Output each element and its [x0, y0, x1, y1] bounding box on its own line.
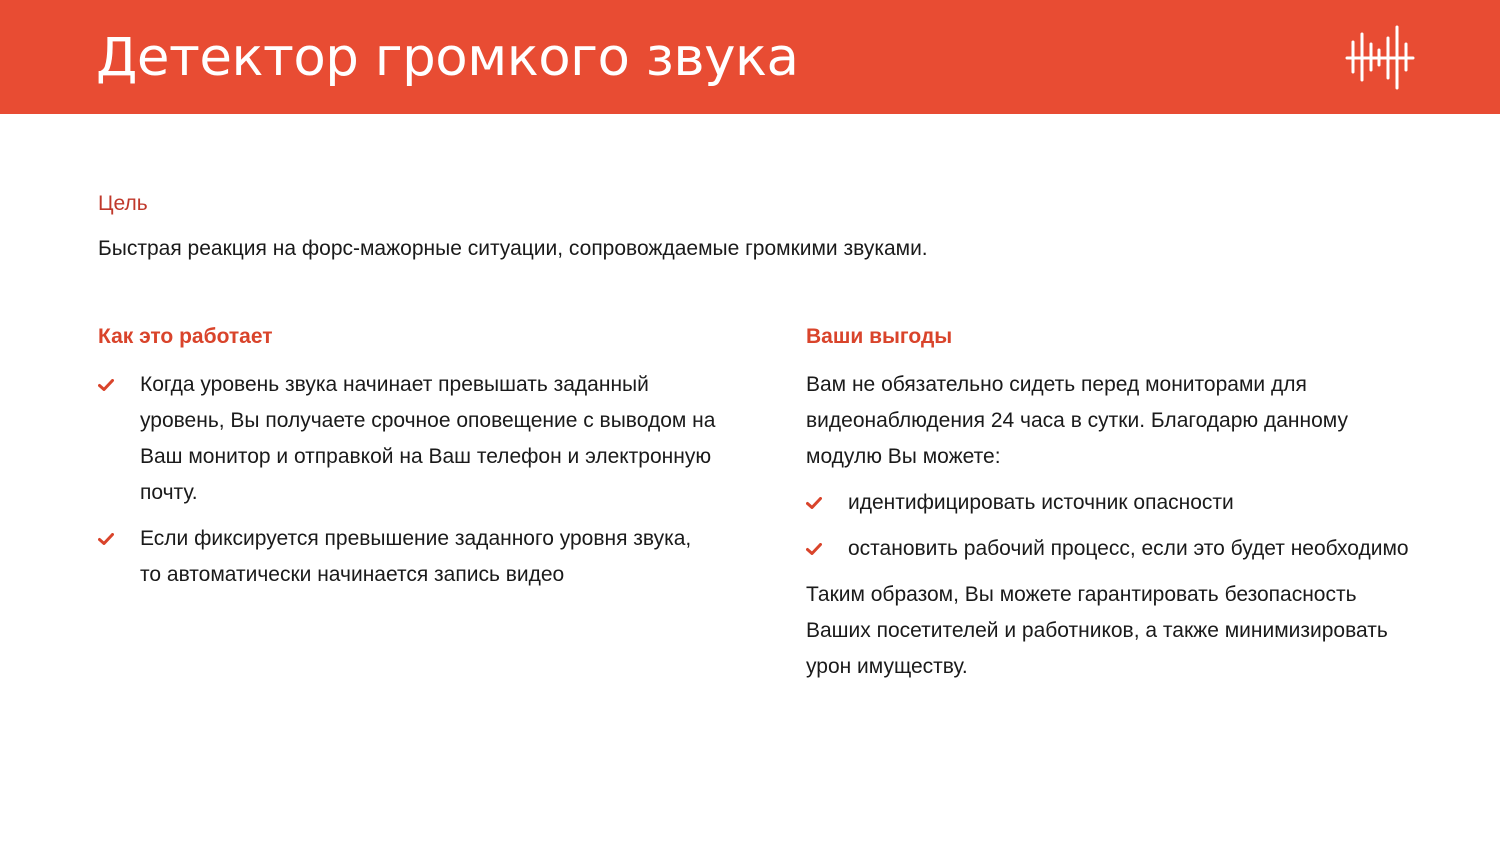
- list-item-text: Когда уровень звука начинает превышать заданный уровень, Вы получаете срочное оповещение с выводом на Ваш монитор и отправкой на Ваш телефон и электронную почту.: [140, 373, 716, 504]
- benefits-heading: Ваши выгоды: [806, 325, 953, 348]
- list-item-text: остановить рабочий процесс, если это будет необходимо: [848, 537, 1409, 560]
- list-item-text: идентифицировать источник опасности: [848, 491, 1234, 514]
- list-item: [98, 367, 718, 511]
- benefits-conclusion: Таким образом, Вы можете гарантировать безопасность Ваших посетителей и работников, а также минимизировать урон имуществу.: [806, 583, 1388, 678]
- title-bar: [0, 0, 1500, 114]
- benefits-list: [806, 485, 1426, 567]
- how-it-works-section: [98, 322, 718, 603]
- list-item: [98, 521, 718, 593]
- sound-wave-logo-icon: [1340, 20, 1420, 95]
- benefits-section: [806, 322, 1426, 695]
- how-it-works-heading: Как это работает: [98, 325, 273, 348]
- list-item: [806, 531, 1426, 567]
- checkmark-icon: [98, 379, 114, 391]
- how-it-works-list: [98, 367, 718, 593]
- checkmark-icon: [806, 497, 822, 509]
- list-item: [806, 485, 1426, 521]
- list-item-text: Если фиксируется превышение заданного уровня звука, то автоматически начинается запись видео: [140, 527, 692, 586]
- benefits-intro: Вам не обязательно сидеть перед мониторами для видеонаблюдения 24 часа в сутки. Благодарю данному модулю Вы можете:: [806, 373, 1348, 468]
- goal-label: Цель: [98, 192, 148, 215]
- page-title: Детектор громкого звука: [96, 27, 799, 88]
- checkmark-icon: [98, 533, 114, 545]
- goal-text: Быстрая реакция на форс-мажорные ситуации, сопровождаемые громкими звуками.: [98, 237, 928, 260]
- checkmark-icon: [806, 543, 822, 555]
